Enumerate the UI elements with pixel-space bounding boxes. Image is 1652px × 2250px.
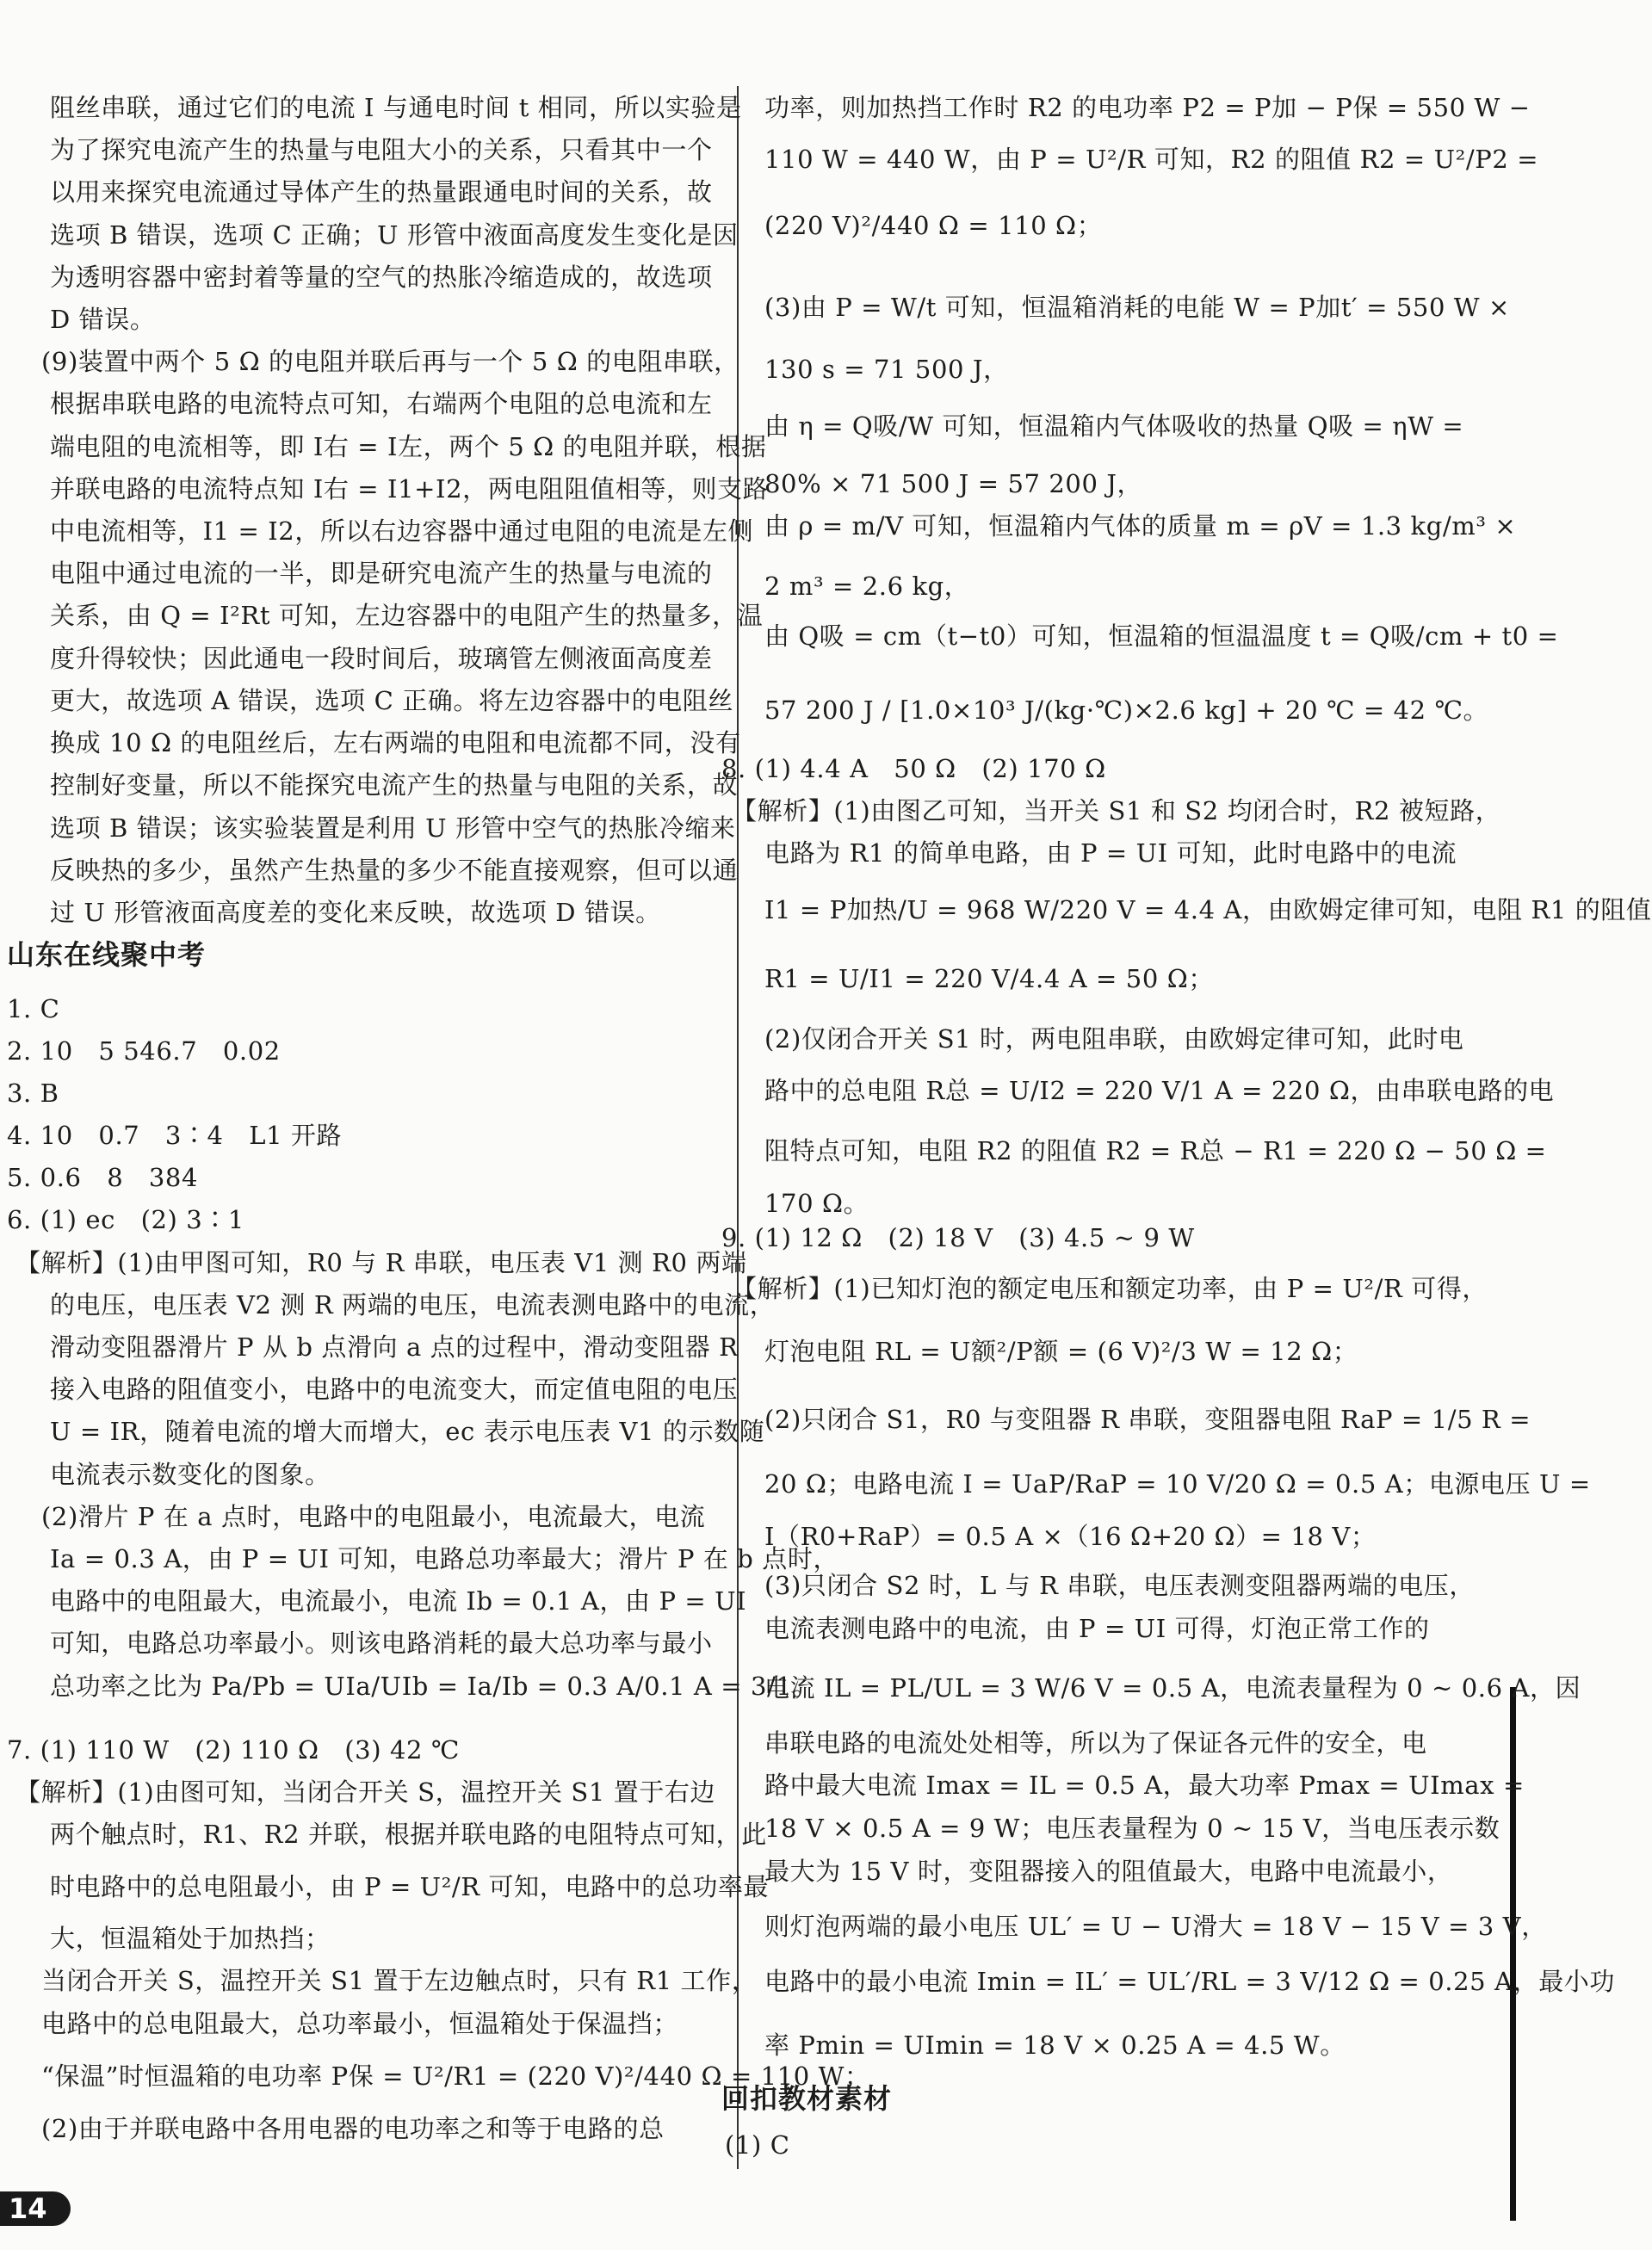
right-line: 由 ρ = m/V 可知，恒温箱内气体的质量 m = ρV = 1.3 kg/m³ × bbox=[764, 511, 1517, 541]
left-line: Ia = 0.3 A，由 P = UI 可知，电路总功率最大；滑片 P 在 b 点时， bbox=[50, 1544, 839, 1573]
right-line: 【解析】(1)已知灯泡的额定电压和额定功率，由 P = U²/R 可得， bbox=[732, 1274, 1488, 1303]
right-line: 阻特点可知，电阻 R2 的阻值 R2 = R总 − R1 = 220 Ω − 50 Ω = bbox=[764, 1136, 1547, 1165]
right-line: 则灯泡两端的最小电压 UL′ = U − U滑大 = 18 V − 15 V = 3 V， bbox=[764, 1912, 1547, 1941]
left-line: 5. 0.6 8 384 bbox=[7, 1163, 199, 1192]
left-line: 控制好变量，所以不能探究电流产生的热量与电阻的关系，故 bbox=[50, 770, 739, 800]
left-line: 中电流相等，I1 = I2，所以右边容器中通过电阻的电流是左侧 bbox=[50, 516, 754, 546]
left-line: 并联电路的电流特点知 I右 = I1+I2，两电阻阻值相等，则支路 bbox=[50, 474, 769, 504]
right-line: I1 = P加热/U = 968 W/220 V = 4.4 A，由欧姆定律可知，电阻 R1 的阻值 bbox=[764, 895, 1652, 924]
left-line: 大，恒温箱处于加热挡； bbox=[50, 1924, 331, 1953]
left-line: 总功率之比为 Pa/Pb = UIa/UIb = Ia/Ib = 0.3 A/0.1 A = 3/1。 bbox=[50, 1672, 819, 1701]
right-line: 170 Ω。 bbox=[764, 1189, 869, 1218]
left-line: 【解析】(1)由甲图可知，R0 与 R 串联，电压表 V1 测 R0 两端 bbox=[15, 1248, 747, 1277]
section-heading: 回扣教材素材 bbox=[721, 2082, 893, 2115]
left-line: 更大，故选项 A 错误，选项 C 正确。将左边容器中的电阻丝 bbox=[50, 686, 734, 715]
left-line: 根据串联电路的电流特点可知，右端两个电阻的总电流和左 bbox=[50, 389, 713, 418]
page-number: 14 bbox=[0, 2191, 71, 2226]
left-line: 2. 10 5 546.7 0.02 bbox=[7, 1036, 281, 1066]
right-line: 串联电路的电流处处相等，所以为了保证各元件的安全，电 bbox=[764, 1728, 1427, 1758]
right-line: 路中的总电阻 R总 = U/I2 = 220 V/1 A = 220 Ω，由串联电路的电 bbox=[764, 1076, 1555, 1105]
left-line: D 错误。 bbox=[50, 305, 156, 334]
right-line: 电流 IL = PL/UL = 3 W/6 V = 0.5 A，电流表量程为 0 ~ 0.6 A，因 bbox=[764, 1673, 1581, 1703]
left-line: 【解析】(1)由图可知，当闭合开关 S，温控开关 S1 置于右边 bbox=[15, 1777, 716, 1807]
left-line: 时电路中的总电阻最小，由 P = U²/R 可知，电路中的总功率最 bbox=[50, 1872, 770, 1901]
left-line: 电路中的总电阻最大，总功率最小，恒温箱处于保温挡； bbox=[41, 2009, 679, 2038]
left-line: 可知，电路总功率最小。则该电路消耗的最大总功率与最小 bbox=[50, 1629, 713, 1658]
left-line: 关系，由 Q = I²Rt 可知，左边容器中的电阻产生的热量多，温 bbox=[50, 601, 764, 630]
page-edge-bar bbox=[1510, 1687, 1516, 2221]
left-line: 4. 10 0.7 3∶4 L1 开路 bbox=[7, 1121, 343, 1150]
right-line: 110 W = 440 W，由 P = U²/R 可知，R2 的阻值 R2 = U²/P2 = bbox=[764, 145, 1539, 174]
left-line: “保温”时恒温箱的电功率 P保 = U²/R1 = (220 V)²/440 Ω = 110 W； bbox=[41, 2061, 870, 2091]
left-line: 过 U 形管液面高度差的变化来反映，故选项 D 错误。 bbox=[50, 898, 661, 927]
left-line: 阻丝串联，通过它们的电流 I 与通电时间 t 相同，所以实验是 bbox=[50, 93, 742, 122]
left-line: 3. B bbox=[7, 1079, 59, 1108]
right-line: 电路为 R1 的简单电路，由 P = UI 可知，此时电路中的电流 bbox=[764, 838, 1457, 868]
left-line: (9)装置中两个 5 Ω 的电阻并联后再与一个 5 Ω 的电阻串联， bbox=[41, 347, 739, 376]
right-line: 57 200 J / [1.0×10³ J/(kg·℃)×2.6 kg] + 20 ℃ = 42 ℃。 bbox=[764, 695, 1489, 725]
right-line: (2)仅闭合开关 S1 时，两电阻串联，由欧姆定律可知，此时电 bbox=[764, 1024, 1464, 1054]
column-divider bbox=[737, 86, 739, 2169]
right-line: 8. (1) 4.4 A 50 Ω (2) 170 Ω bbox=[721, 754, 1106, 783]
left-line: 以用来探究电流通过导体产生的热量跟通电时间的关系，故 bbox=[50, 177, 713, 207]
right-line: 功率，则加热挡工作时 R2 的电功率 P2 = P加 − P保 = 550 W − bbox=[764, 93, 1531, 122]
right-line: 由 Q吸 = cm（t−t0）可知，恒温箱的恒温温度 t = Q吸/cm + t0 = bbox=[764, 621, 1559, 651]
right-line: (2)只闭合 S1，R0 与变阻器 R 串联，变阻器电阻 RaP = 1/5 R = bbox=[764, 1405, 1531, 1434]
left-line: 7. (1) 110 W (2) 110 Ω (3) 42 ℃ bbox=[7, 1735, 460, 1765]
right-line: 灯泡电阻 RL = U额²/P额 = (6 V)²/3 W = 12 Ω； bbox=[764, 1337, 1358, 1366]
left-line: 当闭合开关 S，温控开关 S1 置于左边触点时，只有 R1 工作， bbox=[41, 1966, 758, 1995]
left-line: 选项 B 错误；该实验装置是利用 U 形管中空气的热胀冷缩来 bbox=[50, 813, 736, 843]
right-line: 18 V × 0.5 A = 9 W；电压表量程为 0 ~ 15 V，当电压表示数 bbox=[764, 1814, 1500, 1843]
right-line: (3)由 P = W/t 可知，恒温箱消耗的电能 W = P加t′ = 550 W × bbox=[764, 293, 1510, 322]
left-line: (2)由于并联电路中各用电器的电功率之和等于电路的总 bbox=[41, 2114, 665, 2143]
left-line: 端电阻的电流相等，即 I右 = I左，两个 5 Ω 的电阻并联，根据 bbox=[50, 432, 767, 461]
left-line: 为透明容器中密封着等量的空气的热胀冷缩造成的，故选项 bbox=[50, 263, 713, 292]
left-line: 的电压，电压表 V2 测 R 两端的电压，电流表测电路中的电流， bbox=[50, 1290, 776, 1320]
left-line: 电路中的电阻最大，电流最小，电流 Ib = 0.1 A，由 P = UI bbox=[50, 1586, 747, 1616]
left-line: 电流表示数变化的图象。 bbox=[50, 1460, 331, 1489]
left-line: 6. (1) ec (2) 3∶1 bbox=[7, 1205, 244, 1234]
right-line: R1 = U/I1 = 220 V/4.4 A = 50 Ω； bbox=[764, 964, 1214, 993]
right-line: 【解析】(1)由图乙可知，当开关 S1 和 S2 均闭合时，R2 被短路， bbox=[732, 796, 1501, 825]
right-line: 80% × 71 500 J = 57 200 J， bbox=[764, 469, 1143, 498]
left-line: 接入电路的阻值变小，电路中的电流变大，而定值电阻的电压 bbox=[50, 1375, 739, 1404]
left-line: 换成 10 Ω 的电阻丝后，左右两端的电阻和电流都不同，没有 bbox=[50, 728, 741, 757]
left-line: U = IR，随着电流的增大而增大，ec 表示电压表 V1 的示数随 bbox=[50, 1417, 765, 1446]
left-line: 电阻中通过电流的一半，即是研究电流产生的热量与电流的 bbox=[50, 559, 713, 588]
right-line: 电流表测电路中的电流，由 P = UI 可得，灯泡正常工作的 bbox=[764, 1614, 1430, 1643]
right-line: 由 η = Q吸/W 可知，恒温箱内气体吸收的热量 Q吸 = ηW = bbox=[764, 411, 1464, 441]
left-line: 反映热的多少，虽然产生热量的多少不能直接观察，但可以通 bbox=[50, 856, 739, 885]
right-line: 2 m³ = 2.6 kg， bbox=[764, 572, 970, 601]
left-line: 滑动变阻器滑片 P 从 b 点滑向 a 点的过程中，滑动变阻器 R bbox=[50, 1332, 739, 1362]
right-line: 130 s = 71 500 J， bbox=[764, 355, 1009, 384]
left-line: 1. C bbox=[7, 994, 60, 1023]
right-line: (3)只闭合 S2 时，L 与 R 串联，电压表测变阻器两端的电压， bbox=[764, 1571, 1475, 1600]
right-line: 率 Pmin = UImin = 18 V × 0.25 A = 4.5 W。 bbox=[764, 2031, 1346, 2060]
right-line: 电路中的最小电流 Imin = IL′ = UL′/RL = 3 V/12 Ω = 0.25 A，最小功 bbox=[764, 1967, 1615, 1996]
right-line: I（R0+RaP）= 0.5 A ×（16 Ω+20 Ω）= 18 V； bbox=[764, 1522, 1377, 1551]
right-line: 9. (1) 12 Ω (2) 18 V (3) 4.5 ~ 9 W bbox=[721, 1223, 1195, 1252]
left-line: 选项 B 错误，选项 C 正确；U 形管中液面高度发生变化是因 bbox=[50, 220, 739, 250]
right-line: 20 Ω；电路电流 I = UaP/RaP = 10 V/20 Ω = 0.5 A；电源电压 U = bbox=[764, 1469, 1591, 1499]
left-line: 为了探究电流产生的热量与电阻大小的关系，只看其中一个 bbox=[50, 135, 713, 164]
left-line: 两个触点时，R1、R2 并联，根据并联电路的电阻特点可知，此 bbox=[50, 1820, 767, 1849]
right-line: (1) C bbox=[725, 2130, 790, 2160]
left-line: 度升得较快；因此通电一段时间后，玻璃管左侧液面高度差 bbox=[50, 644, 713, 673]
right-line: (220 V)²/440 Ω = 110 Ω； bbox=[764, 211, 1103, 240]
right-line: 路中最大电流 Imax = IL = 0.5 A，最大功率 Pmax = UImax = bbox=[764, 1771, 1525, 1800]
left-line: (2)滑片 P 在 a 点时，电路中的电阻最小，电流最大，电流 bbox=[41, 1502, 706, 1531]
right-line: 最大为 15 V 时，变阻器接入的阻值最大，电路中电流最小， bbox=[764, 1857, 1453, 1886]
section-heading: 山东在线聚中考 bbox=[7, 938, 207, 971]
